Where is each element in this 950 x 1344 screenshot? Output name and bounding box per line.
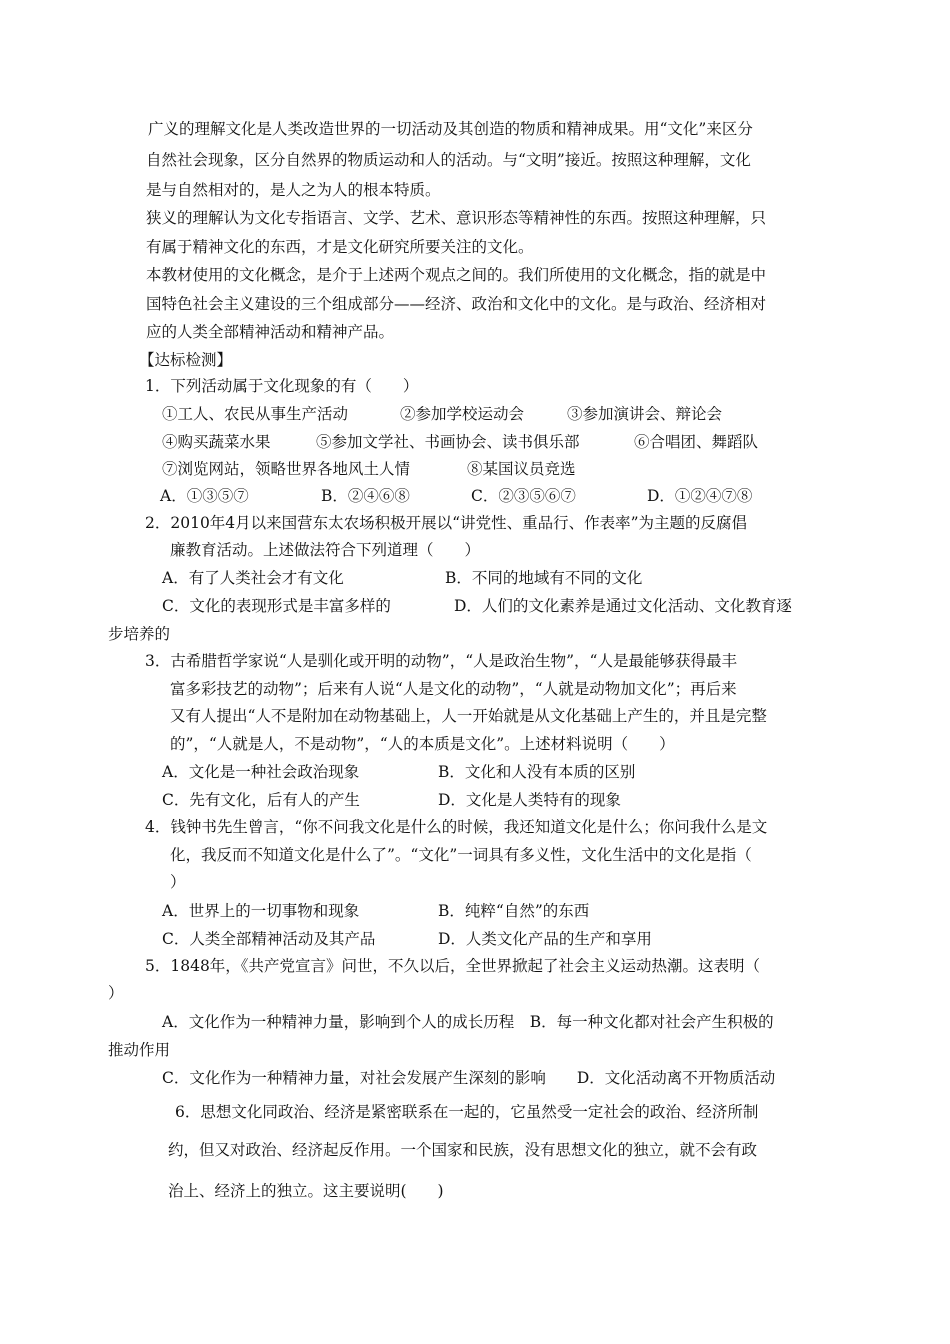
q5-stem-cont: ） <box>108 984 124 1002</box>
intro-p2-line2: 有属于精神文化的东西，才是文化研究所要关注的文化。 <box>146 238 534 256</box>
q4-stem-line2: 化，我反而不知道文化是什么了”。“文化”一词具有多义性，文化生活中的文化是指（ <box>170 846 752 864</box>
q2-option-d-cont: 步培养的 <box>108 625 171 643</box>
q2-option-c: C．文化的表现形式是丰富多样的 <box>162 597 391 615</box>
q4-option-b: B．纯粹“自然”的东西 <box>438 902 590 920</box>
intro-p1-line3: 是与自然相对的，是人之为人的根本特质。 <box>146 181 441 199</box>
q3-stem-line2: 富多彩技艺的动物”；后来有人说“人是文化的动物”，“人就是动物加文化”；再后来 <box>170 680 737 698</box>
q6-stem-line2: 约，但又对政治、经济起反作用。一个国家和民族，没有思想文化的独立，就不会有政 <box>168 1141 758 1159</box>
q3-option-d: D．文化是人类特有的现象 <box>438 791 621 809</box>
q5-stem: 5．1848年，《共产党宣言》问世，不久以后，全世界掀起了社会主义运动热潮。这表明（ <box>145 957 761 975</box>
q1-item-1: ①工人、农民从事生产活动 <box>162 405 349 423</box>
intro-p3-line3: 应的人类全部精神活动和精神产品。 <box>146 323 395 341</box>
q1-item-7: ⑦浏览网站，领略世界各地风土人情 <box>162 460 411 478</box>
q3-stem-line1: 3．古希腊哲学家说“人是驯化或开明的动物”，“人是政治生物”，“人是最能够获得最丰 <box>145 652 737 670</box>
intro-p1-line2: 自然社会现象，区分自然界的物质运动和人的活动。与“文明”接近。按照这种理解，文化 <box>146 151 751 169</box>
intro-p3-line2: 国特色社会主义建设的三个组成部分——经济、政治和文化中的文化。是与政治、经济相对 <box>146 295 767 313</box>
q4-stem-line3: ） <box>170 873 186 891</box>
q1-item-3: ③参加演讲会、辩论会 <box>567 405 723 423</box>
q3-option-b: B．文化和人没有本质的区别 <box>438 763 636 781</box>
q6-stem-line3: 治上、经济上的独立。这主要说明( ) <box>168 1182 444 1200</box>
q4-option-c: C．人类全部精神活动及其产品 <box>162 930 376 948</box>
q1-item-6: ⑥合唱团、舞蹈队 <box>634 433 759 451</box>
q5-options-ab: A．文化作为一种精神力量，影响到个人的成长历程 B．每一种文化都对社会产生积极的 <box>162 1013 774 1031</box>
q3-option-a: A．文化是一种社会政治现象 <box>162 763 360 781</box>
q5-options-ab-cont: 推动作用 <box>108 1041 171 1059</box>
intro-p3-line1: 本教材使用的文化概念，是介于上述两个观点之间的。我们所使用的文化概念，指的就是中 <box>146 266 767 284</box>
q3-stem-line3: 又有人提出“人不是附加在动物基础上，人一开始就是从文化基础上产生的，并且是完整 <box>170 707 767 725</box>
q3-stem-line4: 的”，“人就是人，不是动物”，“人的本质是文化”。上述材料说明（ ） <box>170 735 675 753</box>
section-title: 【达标检测】 <box>139 351 233 369</box>
intro-p1-line1: 广义的理解文化是人类改造世界的一切活动及其创造的物质和精神成果。用“文化”来区分 <box>148 120 753 138</box>
q1-option-d: D．①②④⑦⑧ <box>647 487 753 505</box>
intro-p2-line1: 狭义的理解认为文化专指语言、文学、艺术、意识形态等精神性的东西。按照这种理解，只 <box>146 209 767 227</box>
q4-option-d: D．人类文化产品的生产和享用 <box>438 930 652 948</box>
q2-option-a: A．有了人类社会才有文化 <box>162 569 344 587</box>
q5-options-cd: C．文化作为一种精神力量，对社会发展产生深刻的影响 D．文化活动离不开物质活动 <box>162 1069 776 1087</box>
q2-option-b: B．不同的地域有不同的文化 <box>445 569 643 587</box>
q1-item-4: ④购买蔬菜水果 <box>162 433 271 451</box>
q1-stem: 1．下列活动属于文化现象的有（ ） <box>145 377 419 395</box>
q1-option-c: C．②③⑤⑥⑦ <box>471 487 576 505</box>
q6-stem-line1: 6．思想文化同政治、经济是紧密联系在一起的，它虽然受一定社会的政治、经济所制 <box>175 1103 759 1121</box>
q1-option-b: B．②④⑥⑧ <box>321 487 410 505</box>
q1-item-5: ⑤参加文学社、书画协会、读书俱乐部 <box>316 433 580 451</box>
q4-stem-line1: 4．钱钟书先生曾言，“你不问我文化是什么的时候，我还知道文化是什么；你问我什么是文 <box>145 818 768 836</box>
q2-stem-line2: 廉教育活动。上述做法符合下列道理（ ） <box>170 541 481 559</box>
q4-option-a: A．世界上的一切事物和现象 <box>162 902 360 920</box>
q2-stem-line1: 2．2010年4月以来国营东太农场积极开展以“讲党性、重品行、作表率”为主题的反腐倡 <box>145 514 748 532</box>
q1-item-8: ⑧某国议员竞选 <box>467 460 576 478</box>
q3-option-c: C．先有文化，后有人的产生 <box>162 791 360 809</box>
q1-item-2: ②参加学校运动会 <box>400 405 525 423</box>
q1-option-a: A．①③⑤⑦ <box>160 487 249 505</box>
q2-option-d: D．人们的文化素养是通过文化活动、文化教育逐 <box>454 597 792 615</box>
